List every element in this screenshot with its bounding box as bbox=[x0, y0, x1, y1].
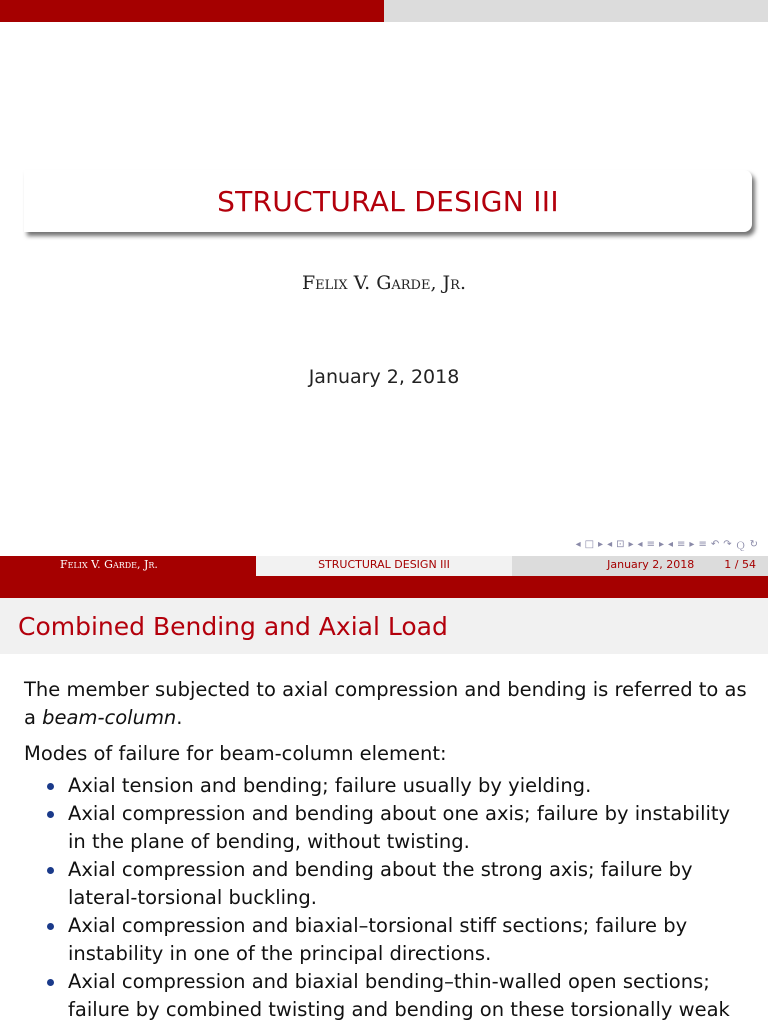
presentation-title: STRUCTURAL DESIGN III bbox=[217, 184, 559, 218]
list-item bbox=[44, 856, 754, 912]
bullet-icon bbox=[47, 979, 54, 986]
intro-text: The member subjected to axial compression and bending is referred to as a bbox=[24, 678, 747, 729]
nav-refresh-icon[interactable]: ↻ bbox=[749, 538, 758, 550]
failure-modes-list bbox=[44, 772, 754, 1024]
nav-doc-icon[interactable]: ≡ bbox=[677, 538, 686, 550]
bullet-icon bbox=[47, 783, 54, 790]
list-item-text: Axial tension and bending; failure usually by yielding. bbox=[68, 774, 592, 797]
nav-next-section-icon[interactable]: ▸ bbox=[658, 538, 664, 550]
footer-author: Felix V. Garde, Jr. bbox=[0, 556, 256, 576]
author-name: Felix V. Garde, Jr. bbox=[301, 272, 466, 294]
nav-next-subsection-icon[interactable]: ▸ bbox=[628, 538, 634, 550]
footer-date: January 2, 2018 bbox=[607, 558, 695, 571]
nav-back-icon[interactable]: ↶ bbox=[710, 538, 720, 550]
nav-prev-doc-icon[interactable]: ◂ bbox=[667, 538, 674, 550]
nav-prev-section-icon[interactable]: ◂ bbox=[637, 538, 643, 550]
list-item-text: Axial compression and bending about one axis; failure by instability in the plane of bending, without twisting. bbox=[68, 802, 731, 853]
list-item bbox=[44, 912, 754, 968]
list-item bbox=[44, 772, 754, 800]
list-item bbox=[44, 968, 754, 1024]
nav-prev-frame-icon[interactable]: ◂ bbox=[575, 538, 581, 550]
title-box bbox=[24, 170, 752, 232]
header-bar-left bbox=[0, 0, 384, 22]
header-bar-right bbox=[384, 0, 768, 22]
slide-footer bbox=[0, 556, 768, 576]
nav-subsection-icon[interactable]: ⊡ bbox=[616, 538, 625, 550]
footer-right bbox=[512, 556, 768, 576]
nav-appendix-icon[interactable]: ≡ bbox=[698, 538, 707, 550]
nav-next-doc-icon[interactable]: ▸ bbox=[689, 538, 695, 550]
presentation-date: January 2, 2018 bbox=[308, 366, 460, 388]
list-item-text: Axial compression and biaxial bending–thin-walled open sections; failure by combined twisting and bending on these torsionally weak bbox=[68, 970, 730, 1021]
intro-emphasis: beam-column bbox=[42, 706, 177, 729]
footer-title: STRUCTURAL DESIGN III bbox=[256, 556, 512, 576]
frame-title-bar bbox=[0, 598, 768, 654]
nav-forward-icon[interactable]: ↷ bbox=[723, 538, 732, 550]
footer-page-number: 1 / 54 bbox=[724, 558, 756, 571]
nav-search-icon[interactable]: Ｑ bbox=[735, 540, 746, 552]
top-header-bar bbox=[0, 0, 768, 22]
nav-prev-subsection-icon[interactable]: ◂ bbox=[607, 538, 613, 550]
list-item-text: Axial compression and bending about the strong axis; failure by lateral-torsional buckling. bbox=[68, 858, 693, 909]
bullet-icon bbox=[47, 811, 54, 818]
bullet-icon bbox=[47, 923, 54, 930]
intro-paragraph bbox=[24, 676, 754, 732]
list-item-text: Axial compression and biaxial–torsional stiff sections; failure by instability in one of the principal directions. bbox=[68, 914, 688, 965]
nav-section-icon[interactable]: ≡ bbox=[646, 538, 655, 550]
nav-frame-icon[interactable]: □ bbox=[584, 538, 595, 550]
slide-body bbox=[24, 676, 754, 1024]
intro-punctuation: . bbox=[176, 706, 183, 729]
frame-title: Combined Bending and Axial Load bbox=[18, 611, 448, 641]
beamer-navigation-symbols[interactable] bbox=[576, 537, 758, 551]
list-item bbox=[44, 800, 754, 856]
modes-heading: Modes of failure for beam-column element: bbox=[24, 742, 447, 765]
bullet-icon bbox=[47, 867, 54, 874]
content-slide bbox=[0, 576, 768, 1024]
nav-next-frame-icon[interactable]: ▸ bbox=[598, 538, 604, 550]
